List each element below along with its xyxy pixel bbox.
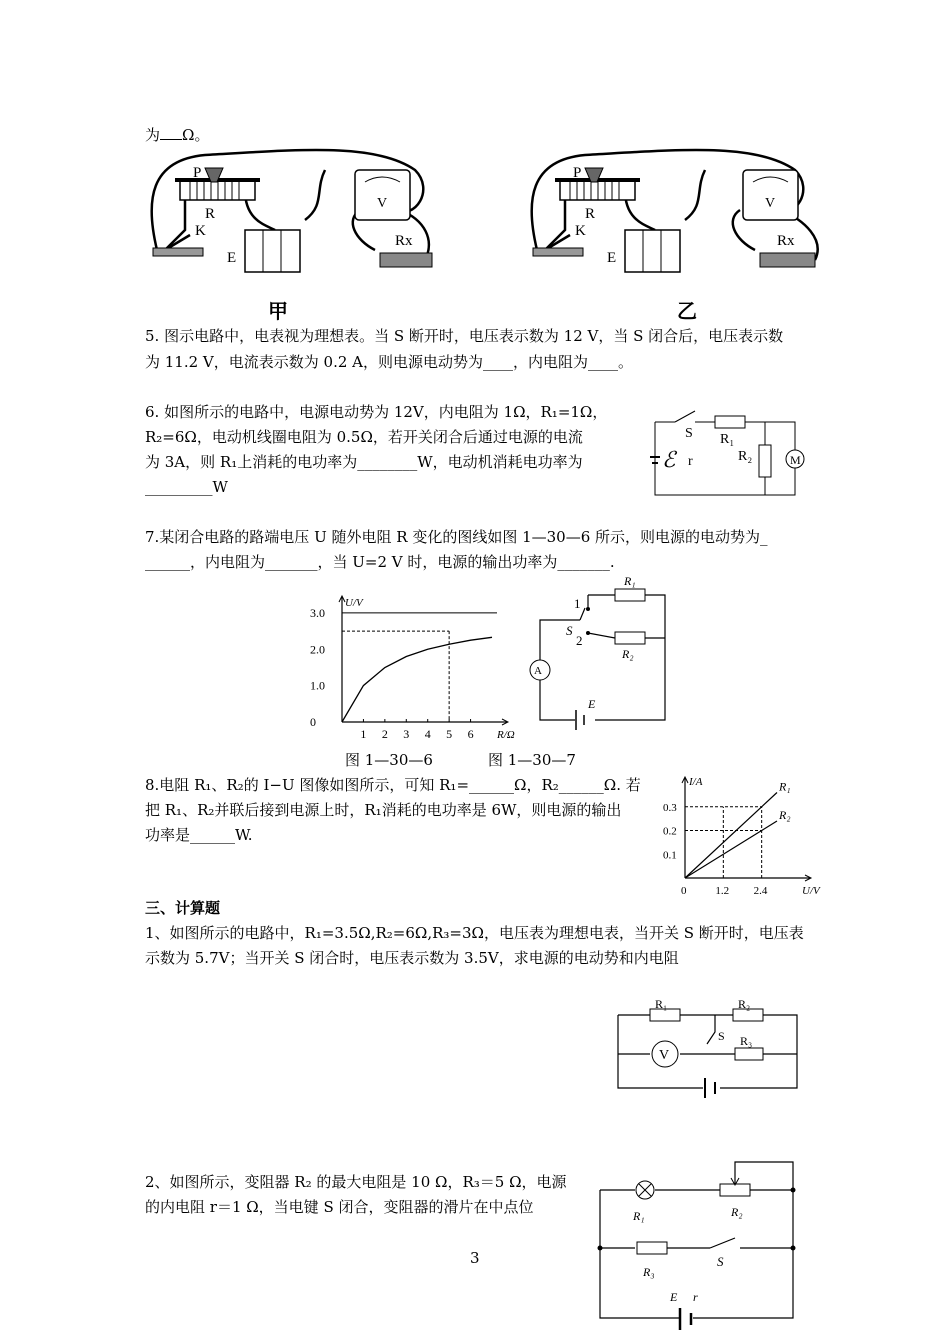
fig7-s-label: S xyxy=(566,623,573,638)
y-tick-label: 2.0 xyxy=(310,642,325,657)
c1-r3-label: R₃ xyxy=(740,1034,753,1048)
y-tick-label: 3.0 xyxy=(310,605,325,620)
c1-line-2: 示数为 5.7V；当开关 S 闭合时，电压表示数为 3.5V，求电源的电动势和内电阻 xyxy=(145,949,679,967)
jia-e-label: E xyxy=(227,250,237,266)
c2-line-2: 的内电阻 r＝1 Ω，当电键 S 闭合，变阻器的滑片在中点位 xyxy=(145,1198,534,1216)
figure-yi-caption: 乙 xyxy=(677,299,697,323)
series-label-2: R₂ xyxy=(779,808,791,822)
x-tick-label: 1 xyxy=(360,727,367,741)
x-tick-label: 3 xyxy=(403,727,410,741)
c2-r-label: r xyxy=(693,1290,698,1304)
q6-circuit xyxy=(650,405,800,500)
fig7-1-label: 1 xyxy=(574,596,581,611)
x-axis-label: U/V xyxy=(802,885,820,897)
c1-r2-label: R₂ xyxy=(738,997,751,1011)
x-tick-label: 6 xyxy=(467,727,474,741)
yi-v-label: V xyxy=(765,196,776,211)
c2-r1-label: R₁ xyxy=(633,1209,645,1223)
fig7-a-label: A xyxy=(534,665,542,677)
jia-k-label: K xyxy=(195,223,206,239)
chart-i-vs-u xyxy=(655,770,820,900)
fig7-2-label: 2 xyxy=(576,633,583,648)
q6-r-label: r xyxy=(688,454,693,469)
c2-line-1: 2、如图所示，变阻器 R₂ 的最大电阻是 10 Ω，R₃＝5 Ω，电源 xyxy=(145,1173,567,1191)
q6-r2-label: R₂ xyxy=(738,449,753,464)
yi-e-label: E xyxy=(607,250,617,266)
jia-rx-label: Rx xyxy=(395,233,413,249)
c1-s-label: S xyxy=(718,1029,725,1043)
yi-rx-label: Rx xyxy=(777,233,795,249)
jia-v-label: V xyxy=(377,196,388,211)
c2-r2-label: R₂ xyxy=(731,1205,743,1219)
fig-1-30-6-caption: 图 1—30—6 xyxy=(345,751,433,769)
page-number: 3 xyxy=(470,1249,480,1267)
x-tick-label: 5 xyxy=(446,727,453,741)
y-tick-label: 0 xyxy=(310,715,316,729)
q6-line-2: R₂=6Ω，电动机线圈电阻为 0.5Ω，若开关闭合后通过电源的电流 xyxy=(145,428,583,446)
jia-p-label: P xyxy=(193,165,202,181)
x-tick-label: 0 xyxy=(681,885,687,897)
c2-r3-label: R₃ xyxy=(643,1265,655,1279)
x-axis-label: R/Ω xyxy=(497,729,515,741)
fragment-suffix: Ω。 xyxy=(182,126,210,144)
y-tick-label: 1.0 xyxy=(310,678,325,693)
fig7-r2-label: R₂ xyxy=(622,647,634,661)
q6-s-label: S xyxy=(685,426,693,441)
q8-line-3: 功率是______W. xyxy=(145,826,253,844)
yi-p-label: P xyxy=(573,165,582,181)
q6-line-3: 为 3A，则 R₁上消耗的电功率为________W，电动机消耗电功率为 xyxy=(145,453,583,471)
q5-line-2: 为 11.2 V，电流表示数为 0.2 A，则电源电动势为____，内电阻为____。 xyxy=(145,353,633,371)
fragment-line xyxy=(145,125,209,145)
y-axis-label: U/V xyxy=(345,597,363,609)
y-tick-label: 0.1 xyxy=(663,849,677,862)
figure-yi-circuit xyxy=(525,150,825,275)
q6-emf-label: ℰ xyxy=(662,447,676,472)
q6-line-4: _________W xyxy=(145,478,228,496)
q8-line-1: 8.电阻 R₁、R₂的 I−U 图像如图所示，可知 R₁=______Ω，R₂______Ω. 若 xyxy=(145,776,641,794)
c1-r1-label: R₁ xyxy=(655,997,668,1011)
q6-m-label: M xyxy=(790,453,801,467)
u-r-curve xyxy=(342,637,492,722)
y-tick-label: 0.3 xyxy=(663,801,677,814)
q8-line-2: 把 R₁、R₂并联后接到电源上时，R₁消耗的电功率是 6W，则电源的输出 xyxy=(145,801,622,819)
q6-line-1: 6. 如图所示的电路中，电源电动势为 12V，内电阻为 1Ω，R₁=1Ω， xyxy=(145,403,608,421)
fig-1-30-7-circuit xyxy=(520,575,670,725)
c2-circuit xyxy=(595,1158,800,1338)
chart-u-vs-r xyxy=(300,590,515,741)
x-tick-label: 4 xyxy=(424,727,431,741)
jia-r-label: R xyxy=(205,206,216,222)
c1-line-1: 1、如图所示的电路中，R₁=3.5Ω,R₂=6Ω,R₃=3Ω，电压表为理想电表，当开关 S 断开时，电压表 xyxy=(145,924,804,942)
q6-r1-label: R₁ xyxy=(720,432,735,447)
q7-line-2: ______，内电阻为_______，当 U=2 V 时，电源的输出功率为_______. xyxy=(145,553,615,571)
y-axis-label: I/A xyxy=(689,776,703,788)
series-label-1: R₁ xyxy=(779,779,791,794)
x-tick-label: 2.4 xyxy=(753,885,768,897)
c2-e-label: E xyxy=(670,1290,678,1304)
fig-1-30-7-caption: 图 1—30—7 xyxy=(488,751,576,769)
yi-r-label: R xyxy=(585,206,596,222)
fig7-e-label: E xyxy=(588,697,596,711)
x-tick-label: 1.2 xyxy=(715,885,730,897)
c1-v-label: V xyxy=(659,1048,670,1063)
fragment-prefix: 为 xyxy=(145,126,161,144)
x-tick-label: 2 xyxy=(381,727,388,741)
c2-s-label: S xyxy=(717,1254,724,1269)
series-line-2 xyxy=(685,821,777,878)
figure-jia-circuit xyxy=(145,150,435,275)
c1-circuit xyxy=(615,997,800,1100)
fig7-r1-label: R₁ xyxy=(624,574,636,588)
yi-k-label: K xyxy=(575,223,586,239)
q5-line-1: 5. 图示电路中，电表视为理想表。当 S 断开时，电压表示数为 12 V，当 S 闭合后，电压表示数 xyxy=(145,327,784,345)
section-3-heading: 三、计算题 xyxy=(145,899,221,917)
figure-jia-caption: 甲 xyxy=(268,299,288,323)
series-line-1 xyxy=(685,793,777,879)
y-tick-label: 0.2 xyxy=(663,825,677,838)
q7-line-1: 7.某闭合电路的路端电压 U 随外电阻 R 变化的图线如图 1—30—6 所示，则电源的电动势为_ xyxy=(145,528,768,546)
